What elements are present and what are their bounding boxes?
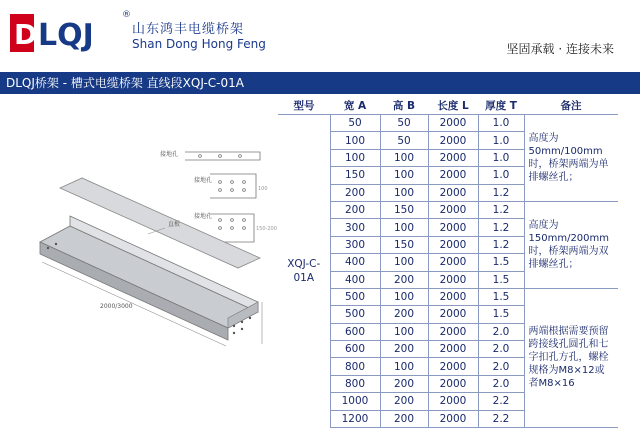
table-cell: 400 <box>330 271 380 288</box>
table-cell: 1.0 <box>478 149 524 166</box>
table-cell: 100 <box>330 149 380 166</box>
table-cell: 200 <box>380 341 428 358</box>
note-cell: 高度为50mm/100mm时，桥架两端为单排螺丝孔； <box>524 115 618 202</box>
table-cell: 50 <box>380 132 428 149</box>
svg-text:LQJ: LQJ <box>38 18 94 52</box>
spec-table <box>278 96 618 428</box>
table-cell: 2000 <box>428 358 478 375</box>
table-cell: 100 <box>380 149 428 166</box>
grounding-hole-label-3: 接地孔 <box>194 213 213 220</box>
table-cell: 2.0 <box>478 341 524 358</box>
table-cell: 2000 <box>428 375 478 392</box>
table-cell: 1.5 <box>478 288 524 305</box>
table-cell: 1.5 <box>478 306 524 323</box>
table-cell: 1.0 <box>478 132 524 149</box>
table-cell: 200 <box>380 410 428 427</box>
table-cell: 100 <box>380 358 428 375</box>
product-banner: DLQJ桥架 - 槽式电缆桥架 直线段XQJ-C-01A <box>0 72 640 94</box>
table-cell: 2000 <box>428 306 478 323</box>
table-cell: 1.0 <box>478 115 524 132</box>
table-cell: 2000 <box>428 236 478 253</box>
header-height: 高 B <box>392 99 416 112</box>
company-name-en: Shan Dong Hong Feng <box>132 37 266 51</box>
table-cell: 2000 <box>428 271 478 288</box>
dim-label-100: 100 <box>258 186 268 192</box>
table-cell: 300 <box>330 236 380 253</box>
table-cell: 2000 <box>428 393 478 410</box>
table-cell: 200 <box>380 393 428 410</box>
table-header-row <box>278 96 618 115</box>
table-cell: 100 <box>330 132 380 149</box>
company-name-cn: 山东鸿丰电缆桥架 <box>132 22 245 37</box>
table-cell: 600 <box>330 341 380 358</box>
header-notes: 备注 <box>560 99 582 112</box>
note-cell: 两端根据需要预留跨接线孔圆孔和七字扣孔方孔，螺栓规格为M8×12或者M8×16 <box>524 288 618 427</box>
slogan: 坚固承载 · 连接未来 <box>506 42 614 56</box>
svg-text:D: D <box>14 18 38 51</box>
table-cell: 100 <box>380 288 428 305</box>
table-cell: 600 <box>330 323 380 340</box>
table-cell: 200 <box>330 201 380 218</box>
straight-plate-label: 直板 <box>168 221 181 228</box>
header <box>0 0 640 72</box>
table-cell: 50 <box>380 115 428 132</box>
table-cell: 200 <box>380 375 428 392</box>
table-cell: 2.2 <box>478 410 524 427</box>
table-cell: 2.0 <box>478 375 524 392</box>
table-cell: 1.2 <box>478 236 524 253</box>
table-cell: 1000 <box>330 393 380 410</box>
table-cell: 2000 <box>428 201 478 218</box>
header-model: 型号 <box>293 99 315 112</box>
note-cell: 高度为150mm/200mm时，桥架两端为双排螺丝孔； <box>524 201 618 288</box>
table-cell: 2000 <box>428 184 478 201</box>
table-cell: 2000 <box>428 288 478 305</box>
table-cell: 200 <box>380 306 428 323</box>
profile-single-row <box>185 152 260 160</box>
header-length: 长度 L <box>437 99 469 112</box>
table-cell: 2000 <box>428 149 478 166</box>
table-cell: 2000 <box>428 410 478 427</box>
profile-double-row <box>210 174 256 198</box>
table-cell: 1.2 <box>478 184 524 201</box>
table-cell: 2.2 <box>478 393 524 410</box>
table-cell: 2000 <box>428 115 478 132</box>
table-cell: 400 <box>330 254 380 271</box>
table-cell: 800 <box>330 375 380 392</box>
table-cell: 2000 <box>428 254 478 271</box>
table-cell: 1.2 <box>478 219 524 236</box>
table-cell: 300 <box>330 219 380 236</box>
cable-tray-diagram <box>20 130 280 370</box>
table-cell: 1.5 <box>478 254 524 271</box>
header-thickness: 厚度 T <box>485 99 517 112</box>
table-cell: 150 <box>380 236 428 253</box>
table-cell: 100 <box>380 254 428 271</box>
registered-mark: ® <box>122 10 131 20</box>
grounding-hole-label-1: 接地孔 <box>160 151 179 158</box>
dim-label-150-200: 150-200 <box>256 226 277 232</box>
table-cell: 500 <box>330 306 380 323</box>
table-cell: 500 <box>330 288 380 305</box>
table-cell: 100 <box>380 323 428 340</box>
table-cell: 100 <box>380 184 428 201</box>
table-cell: 200 <box>330 184 380 201</box>
table-cell: 50 <box>330 115 380 132</box>
table-cell: 2000 <box>428 323 478 340</box>
table-cell: 200 <box>380 271 428 288</box>
table-cell: 2.0 <box>478 358 524 375</box>
table-cell: 2000 <box>428 167 478 184</box>
table-cell: 150 <box>330 167 380 184</box>
profile-triple-row <box>210 214 254 242</box>
table-cell: 1.2 <box>478 201 524 218</box>
model-cell: XQJ-C-01A <box>278 115 330 428</box>
length-label: 2000/3000 <box>100 303 133 310</box>
table-cell: 1.5 <box>478 271 524 288</box>
header-width: 宽 A <box>343 99 367 112</box>
table-cell: 2000 <box>428 219 478 236</box>
table-cell: 2000 <box>428 341 478 358</box>
table-cell: 100 <box>380 167 428 184</box>
grounding-hole-label-2: 接地孔 <box>194 177 213 184</box>
dlqj-logo <box>10 14 128 52</box>
table-cell: 2.0 <box>478 323 524 340</box>
table-row <box>278 115 618 132</box>
table-cell: 100 <box>380 219 428 236</box>
table-cell: 150 <box>380 201 428 218</box>
table-cell: 800 <box>330 358 380 375</box>
table-cell: 1200 <box>330 410 380 427</box>
table-cell: 1.0 <box>478 167 524 184</box>
trough-bottom <box>40 226 258 328</box>
table-cell: 2000 <box>428 132 478 149</box>
